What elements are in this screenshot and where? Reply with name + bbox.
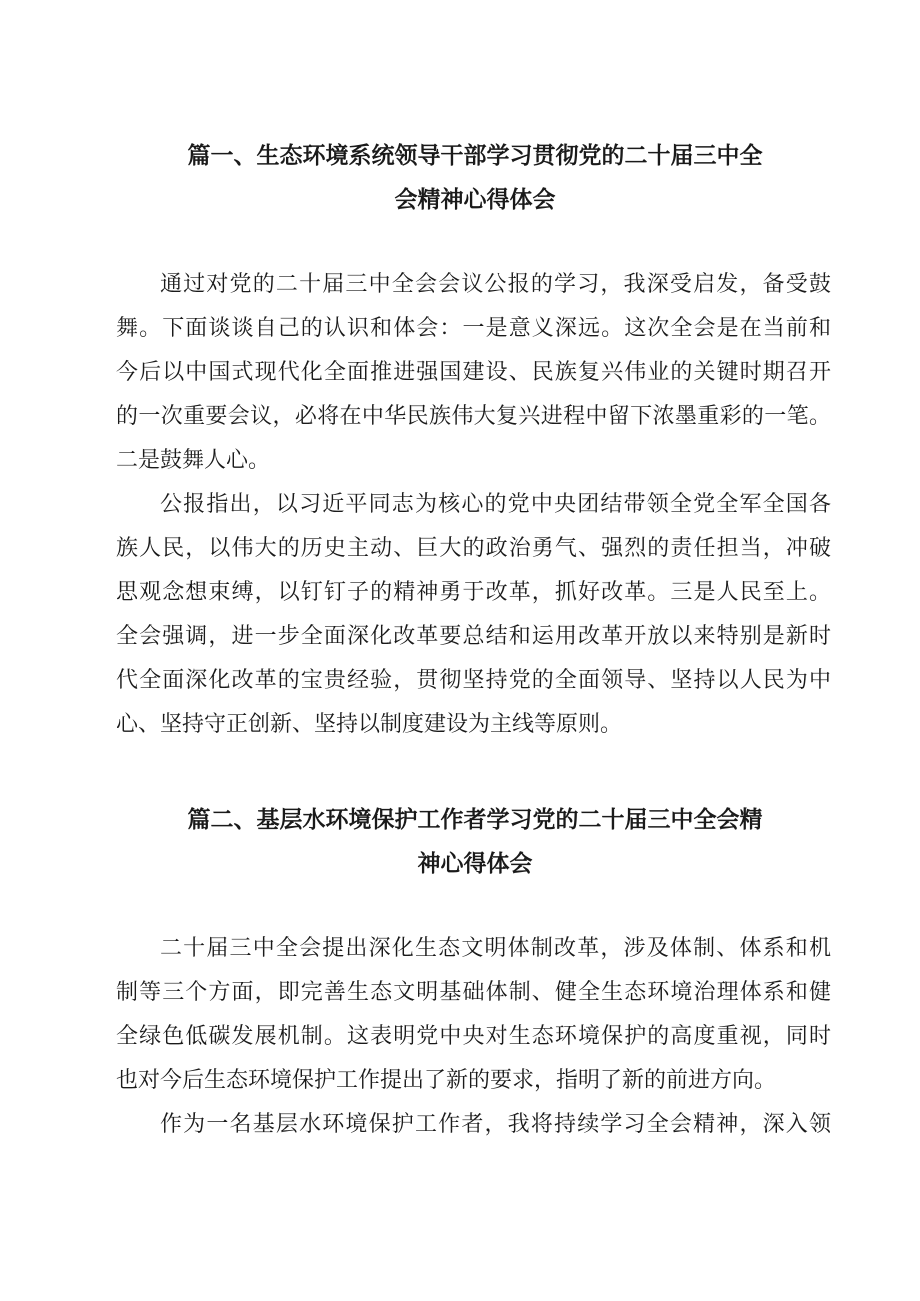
article2-p1-line4: 也对今后生态环境保护工作提出了新的要求，指明了新的前进方向。	[116, 1068, 777, 1093]
article1-p1-line2: 舞。下面谈谈自己的认识和体会：一是意义深远。这次全会是在当前和	[116, 316, 831, 341]
article1-p1-line5: 二是鼓舞人心。	[116, 448, 271, 473]
article1-title-line2: 会精神心得体会	[394, 187, 556, 213]
article1-p2-line1: 公报指出，以习近平同志为核心的党中央团结带领全党全军全国各	[160, 492, 831, 517]
article1-p2-line3: 思观念想束缚，以钉钉子的精神勇于改革，抓好改革。三是人民至上。	[116, 580, 831, 605]
article1-p1-line4: 的一次重要会议，必将在中华民族伟大复兴进程中留下浓墨重彩的一笔。	[116, 404, 831, 429]
article1-p1-line3: 今后以中国式现代化全面推进强国建设、民族复兴伟业的关键时期召开	[116, 360, 831, 385]
article2-p1-line1: 二十届三中全会提出深化生态文明体制改革，涉及体制、体系和机	[160, 936, 831, 961]
article2-title-line1: 篇二、基层水环境保护工作者学习党的二十届三中全会精	[187, 807, 763, 833]
article2-p2-line1: 作为一名基层水环境保护工作者，我将持续学习全会精神，深入领	[160, 1112, 831, 1137]
article1-p2-line2: 族人民，以伟大的历史主动、巨大的政治勇气、强烈的责任担当，冲破	[116, 536, 831, 561]
article1-title	[160, 134, 790, 222]
article2-title	[160, 798, 790, 886]
article1-title-line1: 篇一、生态环境系统领导干部学习贯彻党的二十届三中全	[187, 143, 763, 169]
article2-p1-line2: 制等三个方面，即完善生态文明基础体制、健全生态环境治理体系和健	[116, 980, 831, 1005]
article1-p1-line1: 通过对党的二十届三中全会会议公报的学习，我深受启发，备受鼓	[160, 272, 831, 297]
article1-p2-line6: 心、坚持守正创新、坚持以制度建设为主线等原则。	[116, 712, 623, 737]
article2-p1-line3: 全绿色低碳发展机制。这表明党中央对生态环境保护的高度重视，同时	[116, 1024, 831, 1049]
article1-p2-line5: 代全面深化改革的宝贵经验，贯彻坚持党的全面领导、坚持以人民为中	[116, 668, 831, 693]
article1-p2-line4: 全会强调，进一步全面深化改革要总结和运用改革开放以来特别是新时	[116, 624, 831, 649]
article2-title-line2: 神心得体会	[417, 851, 533, 877]
